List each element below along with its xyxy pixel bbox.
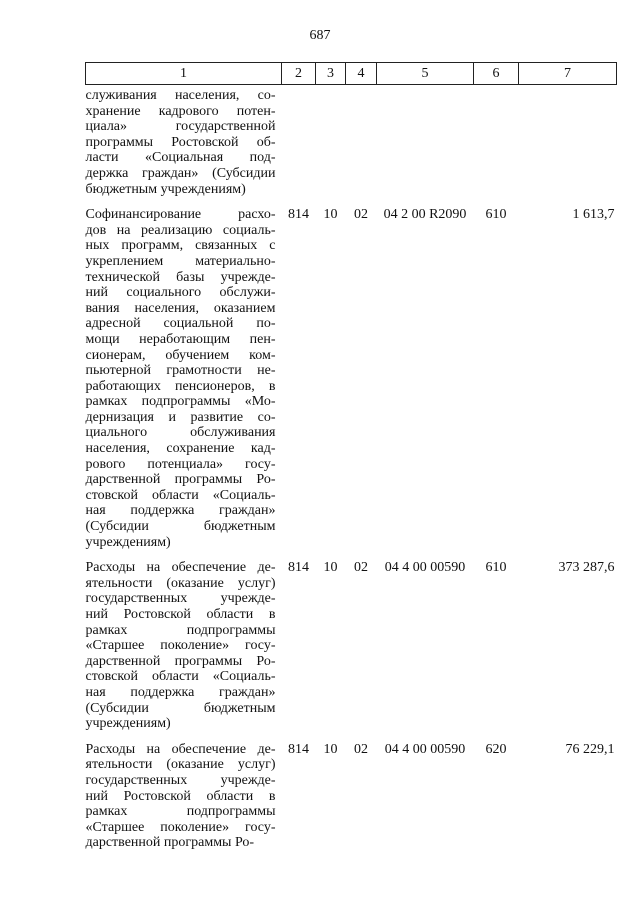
column-header: 2 [282,63,316,85]
description-line: ний социального обслужи- [85,285,276,301]
header-row [86,63,617,85]
description-line: стовской области «Социаль- [85,669,276,685]
ministry-code-cell: 814 [288,207,309,223]
column-header: 1 [86,63,282,85]
subsection-code-cell [346,85,377,198]
description-line: ний Ростовской области в [85,607,276,622]
subsection-code-cell: 02 [354,560,368,576]
description-line: держка граждан» (Субсидии [85,165,276,181]
target-article-cell [377,85,474,198]
target-article-cell: 04 2 00 R2090 [383,207,467,223]
amount-cell: 76 229,1 [565,741,615,757]
description-line: дернизация и развитие со- [85,409,276,425]
description-line: «Старшее поколение» госу- [85,819,276,835]
description-line: дарственной программы Ро- [85,472,276,488]
description-line: хранение кадрового потен- [85,103,276,119]
column-header: 7 [519,63,617,85]
description-line: ятельности (оказание услуг) [85,757,276,773]
amount-cell [519,85,617,198]
description-line: рамках подпрограммы [85,622,276,638]
description-line: бюджетным учреждениям) [85,181,246,197]
section-code-cell: 10 [323,207,338,223]
target-article-cell: 04 4 00 00590 [384,560,466,576]
section-code-cell: 10 [323,741,338,757]
amount-cell: 1 613,7 [572,207,615,223]
column-header: 5 [377,63,474,85]
description-line: мощи неработающим пен- [85,331,276,347]
description-line: дов на реализацию социаль- [85,222,276,238]
description-line: циального обслуживания [85,425,276,441]
page-number: 687 [309,28,331,43]
description-line: работающих пенсионеров, в [85,378,276,394]
table-row [86,85,617,198]
description-line: «Старшее поколение» госу- [85,638,276,654]
table-body [86,85,617,851]
description-line: программы Ростовской об- [85,134,276,150]
description-cell [86,732,282,851]
ministry-code-cell: 814 [288,741,309,757]
ministry-code-cell [282,85,316,198]
description-line: государственных учрежде- [85,591,276,607]
description-cell [86,85,282,198]
description-line: ний Ростовской области в [85,788,276,804]
description-line: Расходы на обеспечение де- [85,741,276,757]
description-line: циала» государственной [85,119,276,135]
description-line: государственных учрежде- [85,772,276,788]
table-row [86,550,617,732]
description-line: учреждениям) [85,716,171,732]
column-header: 4 [346,63,377,85]
description-line: (Субсидии бюджетным [85,519,276,535]
table-row [86,732,617,851]
description-line: (Субсидии бюджетным [85,700,276,716]
description-line: служивания населения, со- [85,88,276,103]
description-line: адресной социальной по- [85,316,276,332]
description-cell [86,550,282,732]
description-line: ятельности (оказание услуг) [85,575,276,591]
subsection-code-cell: 02 [354,207,368,223]
description-line: ных программ, связанных с [85,238,276,254]
description-line: рового потенциала» госу- [85,456,276,472]
description-line: ная поддержка граждан» [85,684,276,700]
column-header: 6 [474,63,519,85]
description-line: рамках подпрограммы «Мо- [85,394,276,410]
description-line: пьютерной грамотности не- [85,363,276,379]
description-line: населения, сохранение кад- [85,441,276,457]
table-row [86,197,617,550]
ministry-code-cell: 814 [288,560,309,576]
description-cell [86,197,282,550]
expense-type-cell: 610 [485,560,507,576]
column-header: 3 [316,63,346,85]
description-line: ная поддержка граждан» [85,503,276,519]
section-code-cell: 10 [323,560,338,576]
description-line: технической базы учрежде- [85,269,276,285]
subsection-code-cell: 02 [354,741,368,757]
expense-type-cell: 610 [485,207,507,223]
description-line: ласти «Социальная под- [85,150,276,166]
description-line: дарственной программы Ро- [85,653,276,669]
description-line: рамках подпрограммы [85,804,276,820]
expense-type-cell: 620 [485,741,507,757]
description-line: дарственной программы Ро- [85,835,255,851]
target-article-cell: 04 4 00 00590 [384,741,466,757]
amount-cell: 373 287,6 [558,560,615,576]
description-line: вания населения, оказанием [85,300,276,316]
description-line: сионерам, обучением ком- [85,347,276,363]
description-line: Расходы на обеспечение де- [85,560,276,576]
section-code-cell [316,85,346,198]
description-line: учреждениям) [85,534,171,550]
budget-table [85,62,617,851]
description-line: укреплением материально- [85,253,276,269]
expense-type-cell [474,85,519,198]
description-line: Софинансирование расхо- [85,207,276,223]
description-line: стовской области «Социаль- [85,487,276,503]
